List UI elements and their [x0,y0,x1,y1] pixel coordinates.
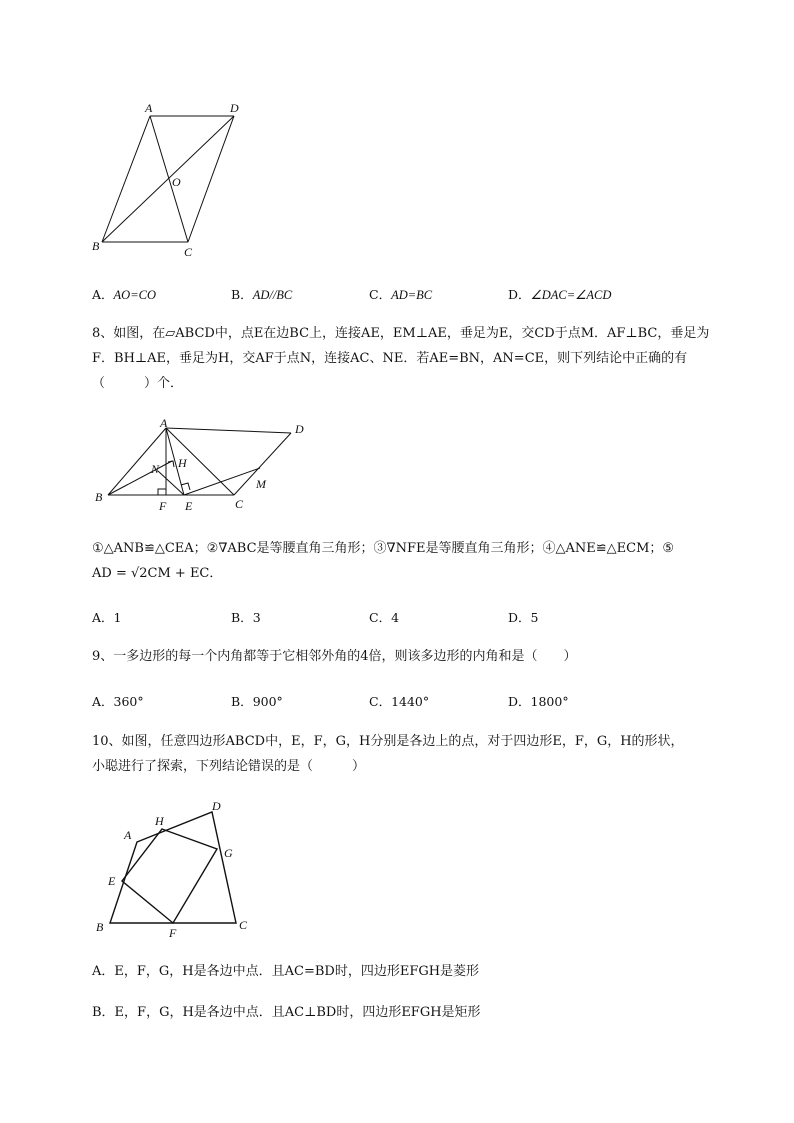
label-d: D [230,101,239,115]
svg-text:C: C [235,497,244,511]
q9-stem: 9、一多边形的每一个内角都等于它相邻外角的4倍，则该多边形的内角和是（ ） [92,649,577,664]
svg-text:C: C [239,918,248,932]
q8-option-c[interactable]: C．4 [369,610,400,625]
q7-option-d[interactable]: D．∠DAC=∠ACD [508,287,612,302]
svg-text:F: F [169,926,177,940]
svg-text:B: B [95,490,103,504]
svg-text:B: B [96,920,104,934]
q10-stem-line-1: 10、如图，任意四边形ABCD中，E，F，G，H分别是各边上的点，对于四边形E，F，G，H的形状， [92,734,684,749]
q8-figure [88,415,318,520]
label-o: O [172,175,181,189]
svg-text:N: N [151,462,160,476]
label-b: B [92,239,100,253]
diagonal-ac [150,116,188,242]
side-ab [102,116,150,242]
q9-option-c[interactable]: C．1440° [369,694,430,709]
svg-text:F: F [159,499,167,513]
label-a: A [145,101,153,115]
svg-text:E: E [185,499,193,513]
svg-text:A: A [124,828,132,842]
q8-option-b[interactable]: B．3 [231,610,261,625]
q7-option-b[interactable]: B．AD//BC [231,287,293,302]
q10-stem-line-2: 小聪进行了探索，下列结论错误的是（ ） [92,759,366,774]
q9-option-d[interactable]: D．1800° [508,694,569,709]
q7-figure [88,98,248,263]
q8-stem-line-3: （ ）个． [92,376,184,391]
svg-text:H: H [155,814,164,828]
q8-option-d[interactable]: D．5 [508,610,539,625]
q8-statements-line-1: ①△ANB≌△CEA；②∇ABC是等腰直角三角形；③∇NFE是等腰直角三角形；④△ANE≌△ECM；⑤ [92,541,675,556]
svg-text:M: M [256,477,266,491]
side-dc [188,116,234,242]
q7-option-c[interactable]: C．AD=BC [369,287,433,302]
q8-option-a[interactable]: A．1 [92,610,122,625]
q9-option-a[interactable]: A．360° [92,694,144,709]
q8-stem-line-2: F．BH⊥AE，垂足为H，交AF于点N，连接AC、NE．若AE=BN，AN=CE，则下列结论中正确的有 [92,351,688,366]
svg-text:D: D [212,799,221,813]
q10-figure [88,795,258,945]
q9-option-b[interactable]: B．900° [231,694,283,709]
svg-text:A: A [160,416,168,430]
diagonal-bd [102,116,234,242]
svg-text:H: H [178,456,187,470]
label-c: C [184,245,193,259]
q8-stem-line-1: 8、如图，在▱ABCD中，点E在边BC上，连接AE，EM⊥AE，垂足为E，交CD于点M．AF⊥BC，垂足为 [92,326,710,341]
q7-option-a[interactable]: A．AO=CO [92,287,156,302]
svg-text:D: D [295,422,304,436]
q10-option-a[interactable]: A．E，F，G，H是各边中点．且AC=BD时，四边形EFGH是菱形 [92,964,480,979]
svg-text:E: E [108,874,116,888]
q10-option-b[interactable]: B．E，F，G，H是各边中点．且AC⊥BD时，四边形EFGH是矩形 [92,1005,481,1020]
svg-text:G: G [224,846,233,860]
q8-statements-line-2: AD = √2CM + EC． [92,566,223,581]
